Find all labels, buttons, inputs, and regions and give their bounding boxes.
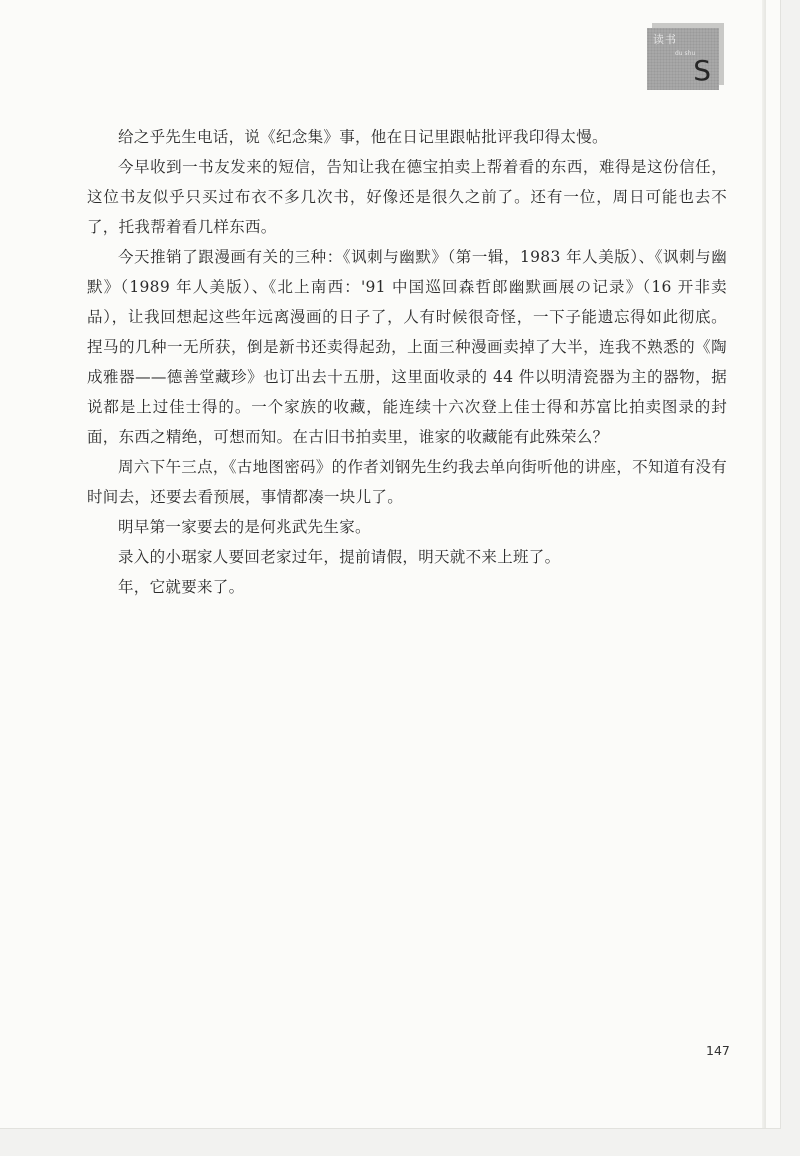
paragraph: 今早收到一书友发来的短信，告知让我在德宝拍卖上帮着看的东西，难得是这份信任，这位书友似乎只买过布衣不多几次书，好像还是很久之前了。还有一位，周日可能也去不了，托我帮着看几样东西。 bbox=[87, 158, 727, 236]
paragraph: 今天推销了跟漫画有关的三种：《讽刺与幽默》（第一辑，1983 年人美版）、《讽刺与幽默》（1989 年人美版）、《北上南西：'91 中国巡回森哲郎幽默画展の记录》（16 开非卖品），让我回想起这些年远离漫画的日子了，人有时候很奇怪，一下子能遗忘得如此彻底。捏马的几种一无所获，倒是新书还卖得起劲，上面三种漫画卖掉了大半，连我不熟悉的《陶成雅器——德善堂藏珍》也订出去十五册，这里面收录的 44 件以明清瓷器为主的器物，据说都是上过佳士得的。一个家族的收藏，能连续十六次登上佳士得和苏富比拍卖图录的封面，东西之精绝，可想而知。在古旧书拍卖里，谁家的收藏能有此殊荣么？ bbox=[87, 248, 727, 446]
paragraph: 给之乎先生电话，说《纪念集》事，他在日记里跟帖批评我印得太慢。 bbox=[118, 128, 608, 146]
paragraph: 录入的小琚家人要回老家过年，提前请假，明天就不来上班了。 bbox=[118, 548, 561, 566]
page-edge bbox=[762, 0, 766, 1128]
page-number: 147 bbox=[706, 1043, 730, 1058]
section-badge-title: 读书 bbox=[653, 33, 677, 46]
diary-body bbox=[87, 122, 727, 602]
section-badge-letter: S bbox=[693, 54, 711, 87]
section-badge bbox=[647, 28, 719, 90]
paragraph: 明早第一家要去的是何兆武先生家。 bbox=[118, 518, 371, 536]
paragraph: 年，它就要来了。 bbox=[118, 578, 245, 596]
paragraph: 周六下午三点，《古地图密码》的作者刘钢先生约我去单向街听他的讲座，不知道有没有时间去，还要去看预展，事情都凑一块儿了。 bbox=[87, 458, 727, 506]
section-badge-subtitle: du shu bbox=[675, 50, 696, 57]
